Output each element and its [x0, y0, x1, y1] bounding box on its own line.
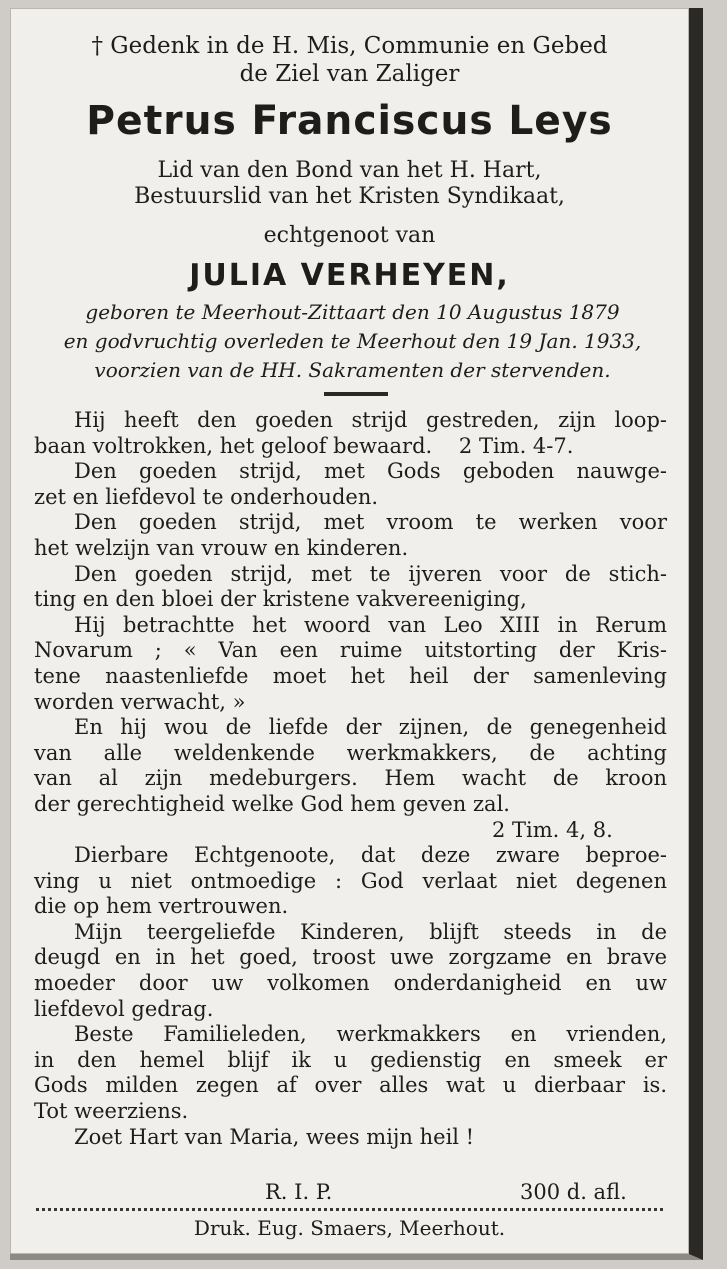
text-line: Hij betrachtte het woord van Leo XIII in Rerum — [74, 612, 667, 637]
death-line: en godvruchtig overleden te Meerhout den 19 Jan. 1933, — [63, 329, 642, 353]
text-line: Gods milden zegen af over alles wat u dierbaar is. — [34, 1073, 667, 1098]
role-2: Bestuurslid van het Kristen Syndikaat, — [134, 184, 565, 209]
sacraments-line: voorzien van de HH. Sakramenten der stervenden. — [94, 358, 611, 382]
text-line: der gerechtigheid welke God hem geven zal. — [34, 791, 510, 816]
printer-credit: Druk. Eug. Smaers, Meerhout. — [193, 1216, 506, 1240]
dotted-divider — [36, 1208, 663, 1211]
closing-prayer: Zoet Hart van Maria, wees mijn heil ! — [74, 1124, 475, 1149]
text-line: deugd en in het goed, troost uwe zorgzame en brave — [34, 945, 667, 970]
memorial-text — [34, 408, 667, 1150]
spouse-intro: echtgenoot van — [263, 223, 436, 248]
text-line: moeder door uw volkomen onderdanigheid en uw — [34, 971, 667, 996]
text-line: Tot weerziens. — [34, 1099, 189, 1124]
indulgence-text: 300 d. afl. — [520, 1180, 627, 1204]
text-line: Den goeden strijd, met te ijveren voor de stich- — [74, 561, 667, 586]
scripture-reference: 2 Tim. 4, 8. — [492, 817, 613, 842]
dedication-heading — [10, 32, 689, 88]
text-line: Mijn teergeliefde Kinderen, blijft steeds in de — [74, 919, 667, 944]
text-line: van al zijn medeburgers. Hem wacht de kroon — [34, 766, 667, 791]
birth-line: geboren te Meerhout-Zittaart den 10 Augustus 1879 — [85, 300, 620, 324]
text-line: van alle weldenkende werkmakkers, de achting — [34, 740, 667, 765]
text-line: in den hemel blijf ik u gedienstig en smeek er — [34, 1047, 667, 1072]
text-line: Den goeden strijd, met vroom te werken voor — [74, 510, 667, 535]
text-line: ving u niet ontmoedige : God verlaat niet degenen — [34, 868, 667, 893]
text-line: tene naastenliefde moet het heil der samenleving — [34, 663, 667, 688]
deceased-name: Petrus Franciscus Leys — [86, 98, 613, 144]
text-line: En hij wou de liefde der zijnen, de genegenheid — [74, 715, 667, 740]
separator-rule — [324, 392, 388, 396]
roles — [10, 158, 689, 210]
dedication-line-1: † Gedenk in de H. Mis, Communie en Gebed — [91, 33, 608, 59]
text-line: die op hem vertrouwen. — [34, 894, 289, 919]
text-line: Dierbare Echtgenoote, dat deze zware beproe- — [74, 843, 667, 868]
text-line: worden verwacht, » — [34, 689, 246, 714]
text-line: ting en den bloei der kristene vakvereeniging, — [34, 587, 527, 612]
text-line: het welzijn van vrouw en kinderen. — [34, 535, 409, 560]
rip-text: R. I. P. — [265, 1180, 333, 1204]
text-line: Den goeden strijd, met Gods geboden nauwge- — [74, 459, 667, 484]
text-line: Hij heeft den goeden strijd gestreden, zijn loop- — [74, 408, 667, 432]
life-dates — [36, 298, 669, 385]
text-line: baan voltrokken, het geloof bewaard. 2 Tim. 4-7. — [34, 433, 574, 458]
text-line: Novarum ; « Van een ruime uitstorting der Kris- — [34, 638, 667, 663]
text-line: liefdevol gedrag. — [34, 996, 214, 1021]
text-line: zet en liefdevol te onderhouden. — [34, 484, 379, 509]
role-1: Lid van den Bond van het H. Hart, — [157, 158, 542, 183]
memorial-card — [10, 8, 703, 1260]
spouse-name: JULIA VERHEYEN, — [189, 258, 510, 293]
text-line: Beste Familieleden, werkmakkers en vrienden, — [74, 1022, 667, 1047]
dedication-line-2: de Ziel van Zaliger — [239, 61, 460, 87]
